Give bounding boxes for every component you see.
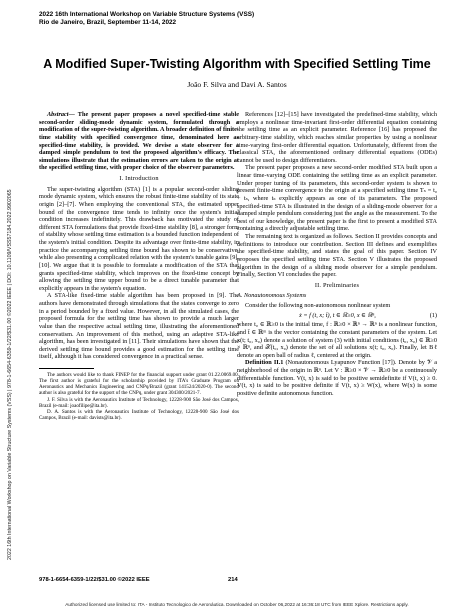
system-definition-paragraph: where t₀ ∈ ℝ≥0 is the initial time, f : ℝ≥0 × ℝⁿ → ℝⁿ is a nonlinear function, and t̄ ∈ ℝᵐ is the vector containing the constant parameters of the system. Let x(t; t₀, x₀) denote a solution of system (3) with initial conditions (t₀, x₀) ∈ ℝ≥0 × ℝⁿ, and 𝒳(t₀, x₀) denote the set of all solutions x(t; t₀, x₀). Finally, let Bℓ denote an open ball of radius ℓ, centered at the origin. bbox=[237, 321, 437, 359]
abstract-label: Abstract bbox=[47, 111, 69, 118]
contribution-paragraph: The present paper proposes a new second-order modified STA built upon a linear time-varying ODE containing the settling time as an explicit parameter. Under proper tuning of its parameters, this second-order system is shown to present finite-time convergence to the origin at a specified settling time Tₛ = t₀ + tₛ, where tₛ explicitly appears as one of its parameters. The proposed specified-time STA is illustrated in the design of a sliding-mode observer for a damped simple pendulum considering just the angle as the measurement. To the best of our knowledge, the present paper is the first to present a modified STA containing a directly adjustable settling time. bbox=[237, 164, 437, 233]
definition-block bbox=[237, 359, 437, 397]
conference-header bbox=[39, 11, 439, 27]
right-column bbox=[237, 111, 437, 398]
license-notice: Authorized licensed use limited to: ITA - Instituto Tecnologico de Aeronáutica. Downloaded on October 06,2022 at 16:36:18 UTC from IEEE Xplore. Restrictions apply. bbox=[65, 602, 409, 607]
conference-location-date: Rio de Janeiro, Brazil, September 11-14, 2022 bbox=[39, 19, 177, 26]
organization-paragraph: The remaining text is organized as follows. Section II provides concepts and definitions to introduce our contribution. Section III defines and exemplifies the specified-time stability, and states the goal of this paper. Section IV proposes the specified settling time STA. Section V illustrates the proposed algorithm in the design of a sliding mode observer for a simple pendulum. Finally, Section VI concludes the paper. bbox=[237, 233, 437, 279]
intro-paragraph-2: A STA-like fixed-time stable algorithm has been proposed in [9]. The authors have demonstrated through simulations that the states converge to zero in a period bounded by a fixed value. However, in all the simulated cases, the proposed formula for the settling time has shown to provide a much larger value than the respective actual settling time, illustrating the aforementioned conservatism. An improvement of this method, using an adaptive STA-like algorithm, has been investigated in [11]. Their simulations have shown that the derived settling time bound provides a good estimation for the settling time itself, although it has considered convergence in a practical sense. bbox=[39, 292, 239, 361]
footnote-divider bbox=[39, 368, 94, 369]
doi-sidebar: 2022 16th International Workshop on Variable Structure Systems (VSS) | 978-1-6654-6359-1/22/$31.00 ©2022 IEEE | DOI: 10.1109/VSS57184.2022.9902065 bbox=[7, 189, 13, 560]
equation-1 bbox=[237, 310, 437, 322]
paper-title: A Modified Super-Twisting Algorithm with Specified Settling Time bbox=[43, 57, 431, 71]
definition-title: Definition II.1 bbox=[245, 359, 284, 367]
section-heading-introduction: I. Introduction bbox=[119, 175, 159, 182]
abstract bbox=[39, 111, 239, 172]
footer-page-number: 214 bbox=[228, 577, 238, 583]
footer-isbn: 978-1-6654-6359-1/22/$31.00 ©2022 IEEE bbox=[39, 577, 150, 583]
section-heading-preliminaries: II. Preliminaries bbox=[314, 281, 360, 289]
equation-body: ẋ = f (t, x; t̄), t ∈ ℝ≥0, x ∈ ℝⁿ, bbox=[299, 311, 376, 319]
footnote-author-2: D. A. Santos is with the Aeronautics Institute of Technology, 12228-900 São José dos Campos, Brazil (e-mail: davists@ita.br). bbox=[39, 408, 239, 422]
definition-text: (Nonautonomous Lyapunov Function [17]). Denote by 𝒱 a neighborhood of the origin in ℝⁿ. Let V : ℝ≥0 × 𝒱 → ℝ≥0 be a continuously differentiable function. V(t, x) is said to be positive semidefinite if V(t, x) ≥ 0. V(t, x) is said to be positive definite if V(t, x) ≥ W(x), where W(x) is some positive definite autonomous function. bbox=[237, 359, 437, 397]
left-column bbox=[39, 111, 239, 421]
subsection-heading-nonautonomous: A. Nonautonomous Systems bbox=[237, 292, 307, 300]
system-intro-paragraph: Consider the following non-autonomous nonlinear system bbox=[245, 302, 391, 309]
footnotes bbox=[39, 372, 239, 421]
footnote-funding: The authors would like to thank FINEP for the financial support under grant 01.22.0069.00. The first author is grateful for the scholarship provided by ITA's Graduate Program on Aeronautics and Mechanics Engineering and CNPq/Brazil (grant 141524/2020-0). The second author is also grateful for the support of the CNPq, under grant 304300/2021-7. bbox=[39, 372, 239, 397]
footnote-author-1: J. F. Silva is with the Aeronautics Institute of Technology, 12228-900 São José dos Campos, Brazil (e-mail: joaofilipe@ita.br). bbox=[39, 396, 239, 409]
conference-name: 2022 16th International Workshop on Variable Structure Systems (VSS) bbox=[39, 11, 255, 18]
related-work-paragraph: References [12]–[15] have investigated the predefined-time stability, which employs a nonlinear time-invariant first-order differential equation containing the settling time as an explicit parameter. Reference [16] has proposed the arbitrary-time stability, which reaches similar properties by using a nonlinear time-varying first-order differential equation. Unfortunately, different from the classical STA, the aforementioned ordinary differential equations (ODEs) cannot be used to design differentiators. bbox=[237, 111, 437, 164]
abstract-text: — The present paper proposes a novel specified-time stable second-order sliding-mode dynamic system, formulated through a modification of the super-twisting algorithm. A broader definition of finite-time stability with specified convergence time, denominated here as specified-time stability, is provided. We devise a state observer for a damped simple pendulum to test the proposed algorithm's efficacy. The simulations illustrate that the estimation errors are taken to the origin at the specified settling time, with proper choice of the observer parameters. bbox=[39, 111, 239, 172]
intro-paragraph-1: The super-twisting algorithm (STA) [1] is a popular second-order sliding mode dynamic system, which ensures the robust finite-time stability of its state origin [2]–[7]. When employing the conventional STA, the estimated upper bound of the convergence time tends to infinity once the system's initial condition increases indefinitely. This drawback has motivated the study of different STA formulations that provide fixed-time stability [8], a stronger form of stability whose settling time estimation is a bounded function independent of the system's initial condition. Despite its advantage over finite-time stability, in practice the accompanying settling time bound has shown to be conservative, while also presenting a complicated relation with the system's tunable gains [9], [10]. We argue that it is possible to formulate a modification of the STA that grants specified-time stability, which improves on the fixed-time concept by allowing the settling time upper bound to be a direct tunable parameter that explicitly appears in the system's equation. bbox=[39, 185, 239, 292]
paper-authors: João F. Silva and Davi A. Santos bbox=[187, 80, 287, 89]
equation-number: (1) bbox=[429, 311, 437, 319]
